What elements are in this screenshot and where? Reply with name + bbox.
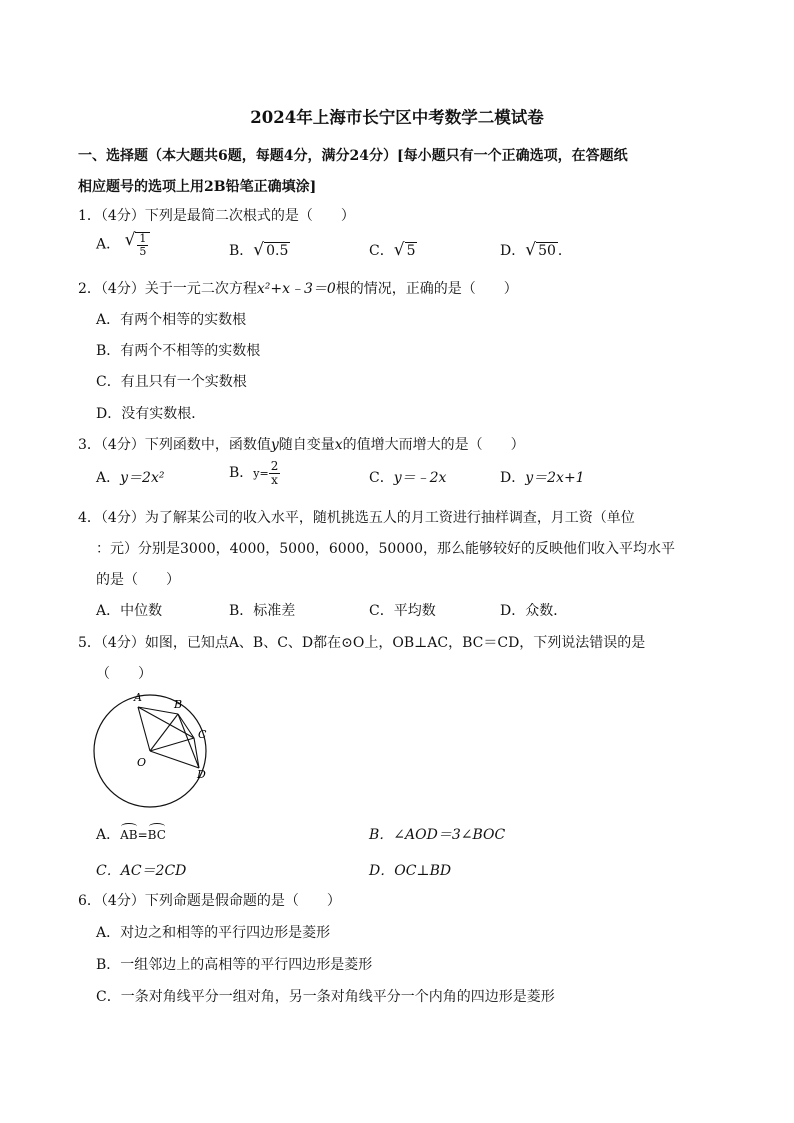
q4-line2: ：元）分别是3000，4000，5000，6000，50000，那么能够较好的反映他们收入平均水平	[96, 541, 676, 557]
q6-stem: 6．（4分）下列命题是假命题的是（ ）	[78, 893, 341, 909]
q5-line2: （ ）	[96, 666, 152, 682]
q1-stem: 1．（4分）下列是最简二次根式的是（ ）	[78, 208, 355, 224]
q1-c-label: C．	[369, 243, 394, 259]
q3-b-pre: y=	[253, 467, 269, 481]
q1-b-sqrt: √ 0.5	[253, 240, 289, 261]
q1-a-sqrt: √ $\frac{1}{5}$	[125, 232, 151, 257]
q6-option-b: B．一组邻边上的高相等的平行四边形是菱形	[96, 957, 373, 973]
q5-a-arc1: AB	[120, 828, 138, 842]
q3-stem	[78, 434, 525, 454]
q1-option-a	[96, 232, 150, 257]
q2-option-a: A．有两个相等的实数根	[96, 312, 247, 328]
q5-a-label: A．	[96, 827, 121, 843]
q5-option-c: C．AC＝2CD	[96, 863, 187, 879]
q1-c-radicand: 5	[406, 243, 416, 260]
q6-option-c: C．一条对角线平分一组对角，另一条对角线平分一个内角的四边形是菱形	[96, 989, 555, 1005]
q1-a-den: 5	[139, 244, 147, 258]
q1-d-sqrt: √ 50	[525, 240, 556, 261]
point-label-d: D	[197, 768, 206, 781]
section-heading-line2: 相应题号的选项上用2B铅笔正确填涂]	[78, 179, 317, 195]
q4-line1: 4．（4分）为了解某公司的收入水平，随机挑选五人的月工资进行抽样调查，月工资（单位	[78, 510, 635, 526]
q1-option-c	[369, 240, 417, 260]
q1-b-label: B．	[229, 243, 254, 259]
q1-d-radicand: 50	[538, 243, 556, 260]
q4-option-b: B．标准差	[229, 603, 296, 619]
q5-option-a	[96, 824, 166, 844]
q3-c-eq: y＝﹣2x	[393, 470, 447, 486]
q1-d-end: ．	[557, 243, 572, 259]
q5-a-eq: =	[137, 828, 148, 842]
q4-option-c: C．平均数	[369, 603, 436, 619]
q2-option-b: B．有两个不相等的实数根	[96, 343, 261, 359]
q3-b-num: 2	[270, 459, 279, 473]
q1-d-label: D．	[500, 243, 526, 259]
q3-stem-post: 的值增大而增大的是（ ）	[342, 437, 525, 453]
q4-line3: 的是（ ）	[96, 572, 180, 588]
q2-stem	[78, 278, 518, 298]
q3-stem-pre: 3．（4分）下列函数中，函数值	[78, 437, 271, 453]
q3-b-fraction	[269, 460, 281, 486]
q2-stem-post: 根的情况，正确的是（ ）	[335, 281, 518, 297]
q3-b-label: B．	[229, 465, 254, 482]
q3-b-den: x	[271, 472, 278, 487]
point-label-b: B	[174, 698, 183, 711]
q1-option-b	[229, 240, 290, 260]
q1-a-fraction	[137, 233, 148, 257]
diagram-lines	[138, 707, 199, 768]
q6-option-a: A．对边之和相等的平行四边形是菱形	[96, 925, 331, 941]
q5-a-arc2: BC	[147, 828, 166, 842]
q3-option-d	[500, 467, 585, 487]
point-label-a: A	[134, 691, 142, 704]
q3-d-eq: y＝2x+1	[525, 470, 585, 486]
q5-option-d: D．OC⊥BD	[369, 863, 452, 879]
q3-a-eq: y＝2x²	[120, 470, 165, 486]
q1-option-d	[500, 240, 572, 260]
q5-circle-diagram	[88, 688, 228, 814]
q2-option-d: D．没有实数根．	[96, 406, 206, 422]
q3-option-a	[96, 467, 164, 487]
q2-stem-pre: 2．（4分）关于一元二次方程	[78, 281, 257, 297]
q3-stem-mid: 随自变量	[278, 437, 335, 453]
page-title: 2024年上海市长宁区中考数学二模试卷	[250, 108, 544, 127]
point-label-o: O	[137, 756, 147, 769]
q1-a-label: A．	[96, 236, 121, 253]
q5-option-b: B．∠AOD＝3∠BOC	[369, 827, 506, 843]
point-label-c: C	[198, 728, 207, 741]
q3-a-label: A．	[96, 470, 121, 486]
q1-b-radicand: 0.5	[266, 243, 289, 260]
q3-option-c	[369, 467, 446, 487]
q2-equation: x²+x﹣3＝0	[256, 281, 336, 297]
q3-option-b	[229, 460, 280, 486]
q5-line1: 5．（4分）如图，已知点A、B、C、D都在⊙O上，OB⊥AC，BC＝CD，下列说法错误的是	[78, 635, 646, 651]
q4-option-a: A．中位数	[96, 603, 163, 619]
q3-var-y: y	[270, 437, 279, 453]
q3-d-label: D．	[500, 470, 526, 486]
q1-a-num: 1	[139, 232, 147, 245]
q1-c-sqrt: √ 5	[393, 240, 416, 261]
section-heading-line1: 一、选择题（本大题共6题，每题4分，满分24分）[每小题只有一个正确选项，在答题纸	[78, 148, 628, 164]
q3-c-label: C．	[369, 470, 394, 486]
q4-option-d: D．众数．	[500, 603, 568, 619]
q2-option-c: C．有且只有一个实数根	[96, 374, 247, 390]
q3-var-x: x	[334, 437, 343, 453]
